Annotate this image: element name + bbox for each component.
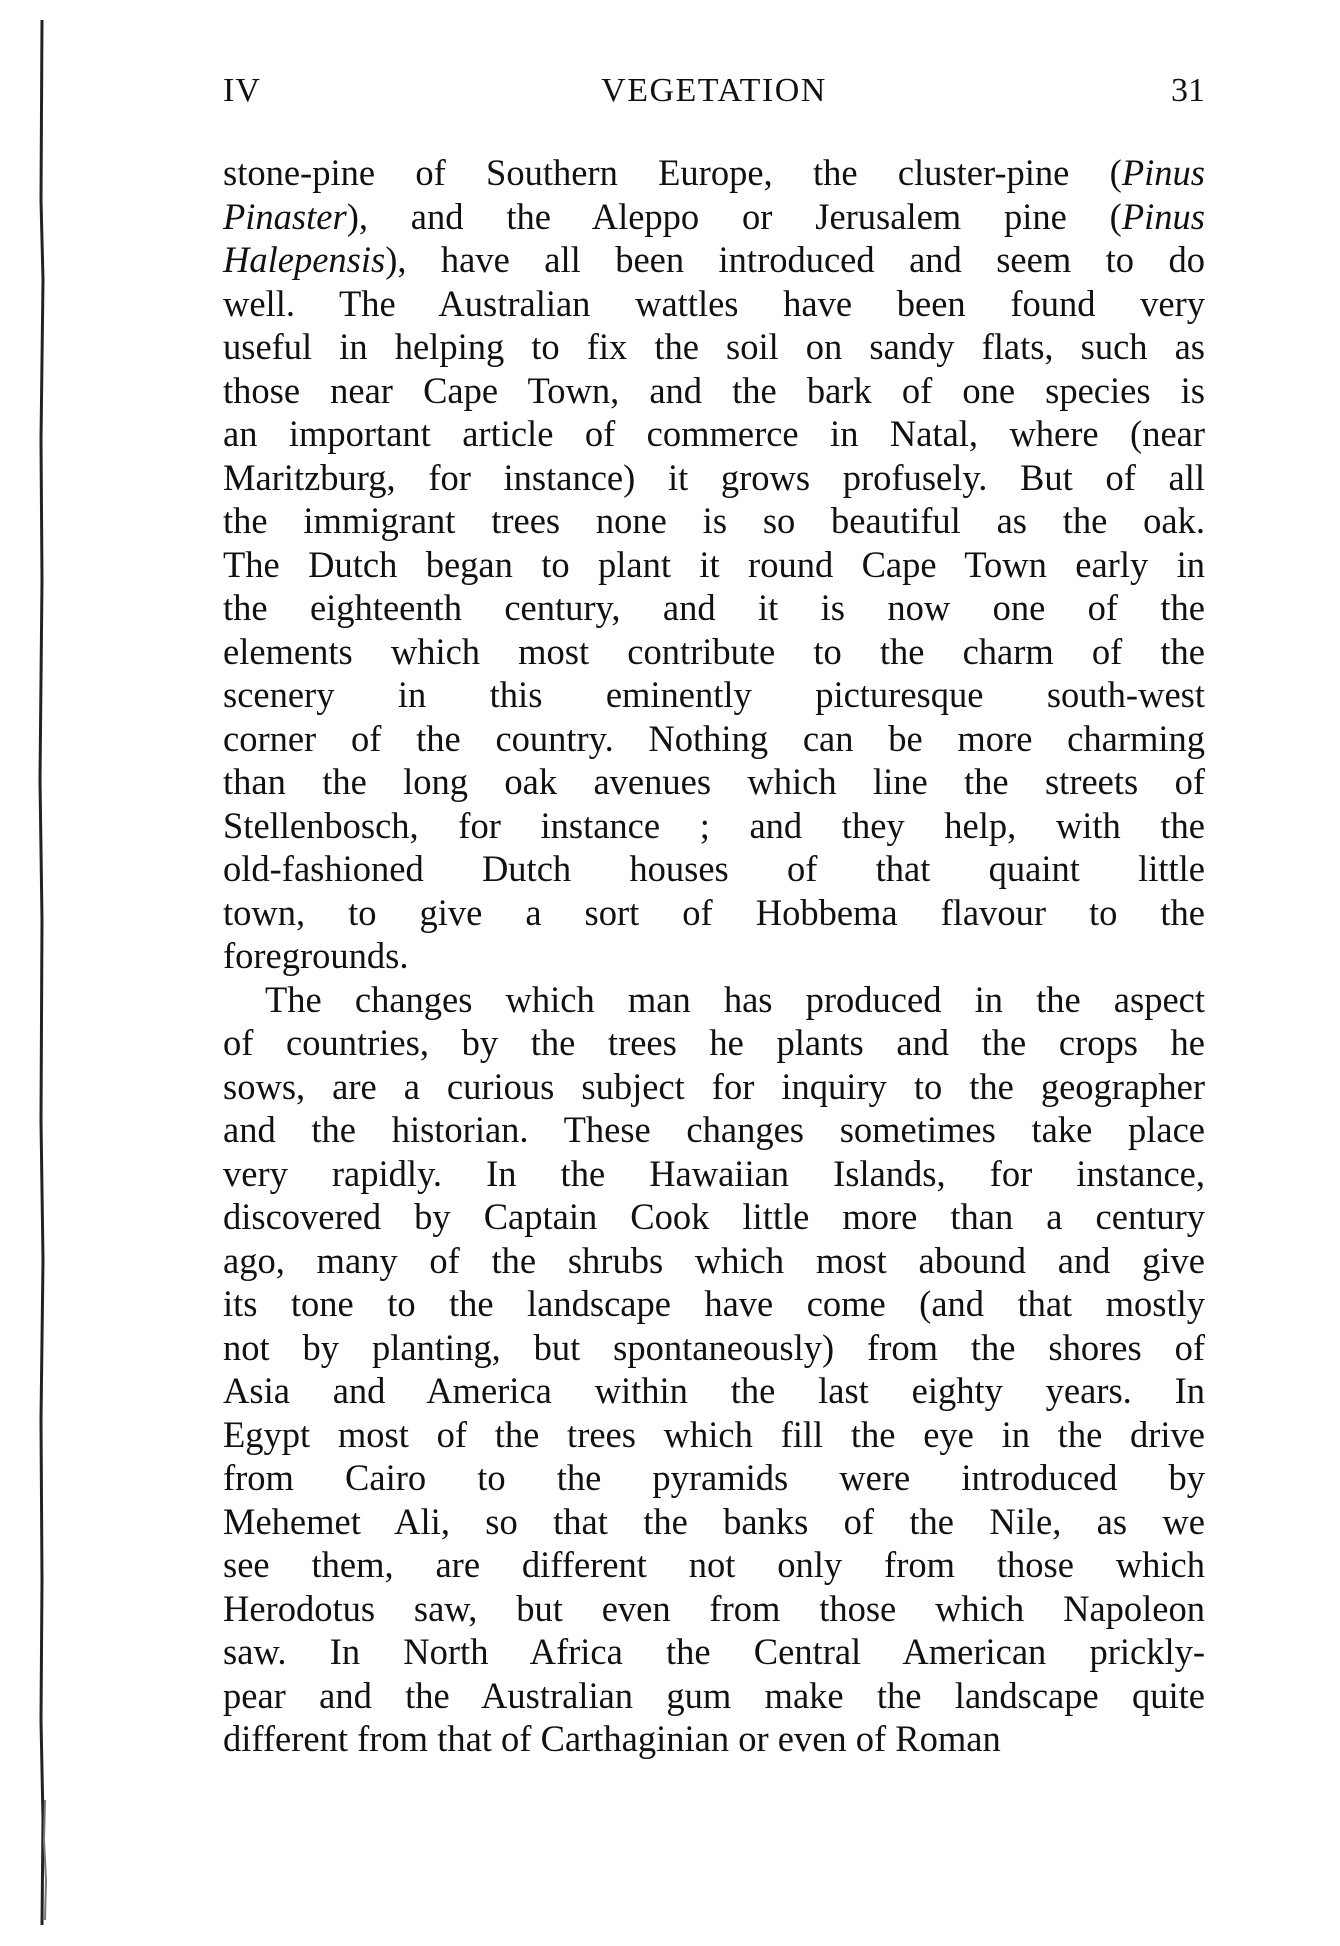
text-line xyxy=(223,412,1205,456)
text-line xyxy=(223,1326,1205,1370)
italic-text: Pinaster xyxy=(223,195,347,237)
text-line xyxy=(223,151,1205,195)
text-run: the eighteenth century, and it is now one of the xyxy=(223,587,1205,628)
text-run: different from that of Carthaginian or even of Roman xyxy=(223,1718,1001,1759)
text-line xyxy=(223,673,1205,717)
text-line xyxy=(223,1630,1205,1674)
text-line xyxy=(223,804,1205,848)
text-run: Asia and America within the last eighty years. In xyxy=(223,1370,1205,1411)
text-line xyxy=(223,1543,1205,1587)
page-number: 31 xyxy=(1171,72,1205,109)
text-run: ago, many of the shrubs which most abound and give xyxy=(223,1239,1205,1281)
text-run: the immigrant trees none is so beautiful as the oak. xyxy=(223,500,1205,541)
text-run: than the long oak avenues which line the streets of xyxy=(223,761,1205,802)
text-run: those near Cape Town, and the bark of one species is xyxy=(223,369,1205,411)
text-line xyxy=(223,1152,1205,1196)
body-text xyxy=(223,151,1205,1761)
text-line xyxy=(223,499,1205,543)
chapter-number: IV xyxy=(223,72,261,109)
text-line xyxy=(223,760,1205,804)
text-run: Maritzburg, for instance) it grows profusely. But of all xyxy=(223,456,1205,498)
text-line xyxy=(223,1369,1205,1413)
text-run: well. The Australian wattles have been found very xyxy=(223,282,1205,324)
text-line xyxy=(223,847,1205,891)
paragraph xyxy=(223,978,1205,1761)
text-line xyxy=(223,369,1205,413)
text-line xyxy=(223,282,1205,326)
text-run: Stellenbosch, for instance ; and they help, with the xyxy=(223,804,1205,846)
paragraph xyxy=(223,151,1205,978)
italic-text: Pinus xyxy=(1121,195,1205,237)
text-line xyxy=(223,325,1205,369)
text-line xyxy=(223,1500,1205,1544)
text-line xyxy=(223,891,1205,935)
text-run: Egypt most of the trees which fill the eye in the drive xyxy=(223,1413,1205,1455)
text-run: an important article of commerce in Natal, where (near xyxy=(223,413,1205,454)
text-line xyxy=(223,1587,1205,1631)
text-line xyxy=(223,934,1205,978)
text-line xyxy=(223,1195,1205,1239)
text-run: pear and the Australian gum make the landscape quite xyxy=(223,1674,1205,1716)
text-run: Mehemet Ali, so that the banks of the Nile, as we xyxy=(223,1500,1205,1542)
text-line xyxy=(223,586,1205,630)
text-run: The changes which man has produced in the aspect xyxy=(265,978,1205,1020)
text-line xyxy=(223,456,1205,500)
text-line xyxy=(223,195,1205,239)
text-run: Herodotus saw, but even from those which Napoleon xyxy=(223,1587,1205,1629)
text-run: ), and the Aleppo or Jerusalem pine ( xyxy=(346,195,1122,237)
text-run: elements which most contribute to the charm of the xyxy=(223,630,1205,672)
text-line xyxy=(223,1108,1205,1152)
text-run: very rapidly. In the Hawaiian Islands, for instance, xyxy=(223,1152,1205,1194)
text-run: foregrounds. xyxy=(223,935,409,976)
text-run: saw. In North Africa the Central American prickly- xyxy=(223,1631,1205,1672)
text-line xyxy=(223,1717,1205,1761)
text-line xyxy=(223,1413,1205,1457)
text-line xyxy=(223,238,1205,282)
text-run: old-fashioned Dutch houses of that quaint little xyxy=(223,848,1205,889)
text-line xyxy=(223,1674,1205,1718)
text-run: The Dutch began to plant it round Cape Town early in xyxy=(223,543,1205,585)
text-run: from Cairo to the pyramids were introduced by xyxy=(223,1457,1205,1498)
text-run: ), have all been introduced and seem to do xyxy=(385,239,1205,280)
text-line xyxy=(223,1239,1205,1283)
text-run: scenery in this eminently picturesque south-west xyxy=(223,674,1205,715)
text-line xyxy=(223,543,1205,587)
text-run: not by planting, but spontaneously) from the shores of xyxy=(223,1326,1205,1368)
italic-text: Halepensis xyxy=(223,239,386,280)
text-line xyxy=(223,630,1205,674)
text-run: stone-pine of Southern Europe, the cluster-pine ( xyxy=(223,152,1122,193)
running-title: VEGETATION xyxy=(601,72,827,109)
text-line xyxy=(223,1021,1205,1065)
text-line xyxy=(223,1456,1205,1500)
text-run: corner of the country. Nothing can be more charming xyxy=(223,717,1205,759)
text-line xyxy=(223,1282,1205,1326)
text-run: sows, are a curious subject for inquiry to the geographer xyxy=(223,1065,1205,1107)
text-line xyxy=(223,1065,1205,1109)
text-run: useful in helping to fix the soil on sandy flats, such as xyxy=(223,326,1205,367)
binding-edge-shadow xyxy=(36,20,48,1925)
text-line xyxy=(223,978,1205,1022)
text-run: see them, are different not only from those which xyxy=(223,1544,1205,1585)
text-run: and the historian. These changes sometimes take place xyxy=(223,1109,1205,1150)
text-run: discovered by Captain Cook little more than a century xyxy=(223,1196,1205,1237)
text-line xyxy=(223,717,1205,761)
text-run: of countries, by the trees he plants and the crops he xyxy=(223,1022,1205,1063)
text-run: its tone to the landscape have come (and that mostly xyxy=(223,1283,1205,1324)
text-run: town, to give a sort of Hobbema flavour to the xyxy=(223,891,1205,933)
italic-text: Pinus xyxy=(1121,152,1205,193)
running-head xyxy=(223,72,1205,120)
